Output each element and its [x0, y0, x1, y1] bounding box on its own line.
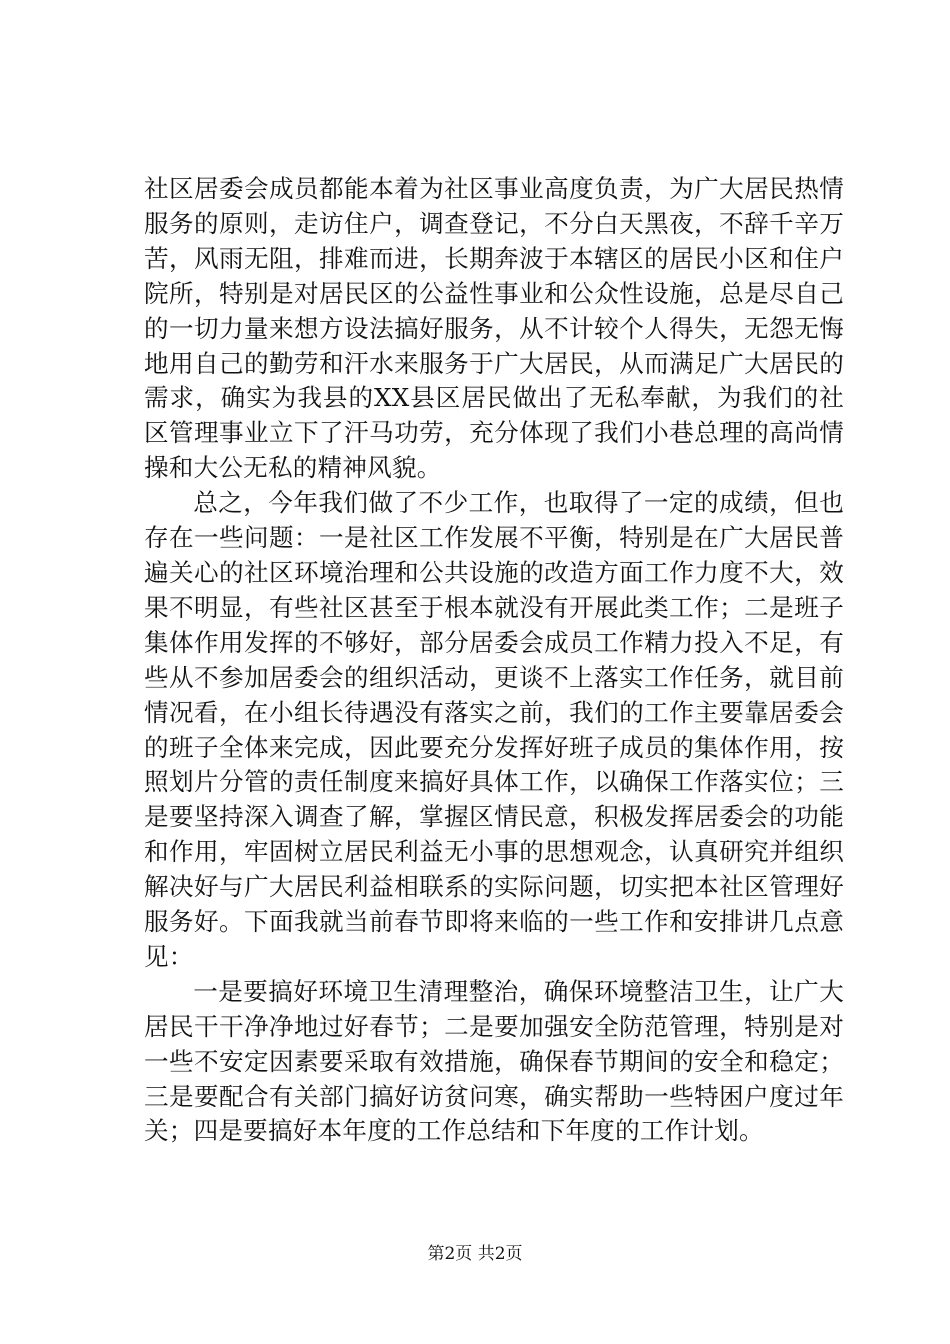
paragraph-summary: 总之，今年我们做了不少工作，也取得了一定的成绩，但也存在一些问题：一是社区工作发展不平衡，特别是在广大居民普遍关心的社区环境治理和公共设施的改造方面工作力度不大，效果不明显，有些社区甚至于根本就没有开展此类工作；二是班子集体作用发挥的不够好，部分居委会成员工作精力投入不足，有些从不参加居委会的组织活动，更谈不上落实工作任务，就目前情况看，在小组长待遇没有落实之前，我们的工作主要靠居委会的班子全体来完成，因此要充分发挥好班子成员的集体作用，按照划片分管的责任制度来搞好具体工作，以确保工作落实位；三是要坚持深入调查了解，掌握区情民意，积极发挥居委会的功能和作用，牢固树立居民利益无小事的思想观念，认真研究并组织解决好与广大居民利益相联系的实际问题，切实把本社区管理好服务好。下面我就当前春节即将来临的一些工作和安排讲几点意见：: [144, 488, 844, 971]
page-number-footer: 第2页 共2页: [427, 1244, 523, 1264]
paragraph-spring-festival-tasks: 一是要搞好环境卫生清理整治，确保环境整洁卫生，让广大居民干干净净地过好春节；二是要加强安全防范管理，特别是对一些不安定因素要采取有效措施，确保春节期间的安全和稳定；三是要配合有关部门搞好访贫问寒，确实帮助一些特困户度过年关；四是要搞好本年度的工作总结和下年度的工作计划。: [144, 976, 844, 1146]
document-body: [144, 172, 844, 1149]
paragraph-continuation: 社区居委会成员都能本着为社区事业高度负责，为广大居民热情服务的原则，走访住户，调查登记，不分白天黑夜，不辞千辛万苦，风雨无阻，排难而进，长期奔波于本辖区的居民小区和住户院所，特别是对居民区的公益性事业和公众性设施，总是尽自己的一切力量来想方设法搞好服务，从不计较个人得失，无怨无悔地用自己的勤劳和汗水来服务于广大居民，从而满足广大居民的需求，确实为我县的XX县区居民做出了无私奉献，为我们的社区管理事业立下了汗马功劳，充分体现了我们小巷总理的高尚情操和大公无私的精神风貌。: [144, 174, 844, 483]
